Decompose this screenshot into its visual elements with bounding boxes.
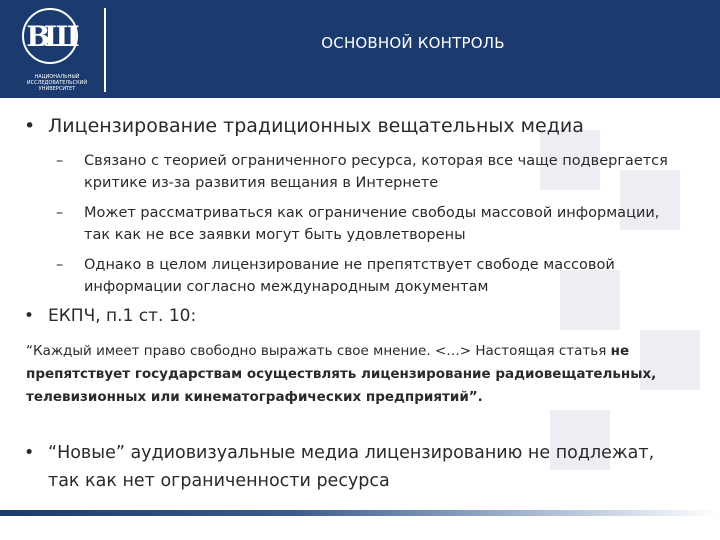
logo-caption: НАЦИОНАЛЬНЫЙ ИССЛЕДОВАТЕЛЬСКИЙ УНИВЕРСИТЕТ xyxy=(26,74,88,92)
subbullet-item xyxy=(56,150,682,194)
bullet-icon: • xyxy=(24,443,35,463)
bullet-text: “Новые” аудиовизуальные медиа лицензированию не подлежат, так как нет ограниченности ресурса xyxy=(48,443,655,491)
bullet-new-media xyxy=(26,439,686,495)
subbullet-item xyxy=(56,202,682,246)
logo-emblem-icon xyxy=(22,8,78,64)
quote-bold-text: не препятствует государствам осуществлять лицензирование радиовещательных, телевизионных или кинематографических предприятий”. xyxy=(26,343,657,405)
dash-icon: – xyxy=(56,257,64,273)
dash-icon: – xyxy=(56,205,64,221)
subbullet-text: Однако в целом лицензирование не препятствует свободе массовой информации согласно международным документам xyxy=(84,257,615,295)
subbullet-text: Связано с теорией ограниченного ресурса, которая все чаще подвергается критике из-за развития вещания в Интернете xyxy=(84,153,668,191)
bullet-icon: • xyxy=(24,115,36,137)
slide-title: ОСНОВНОЙ КОНТРОЛЬ xyxy=(321,34,505,52)
bullet-icon: • xyxy=(24,306,35,326)
bullet-text: Лицензирование традиционных вещательных медиа xyxy=(48,115,584,137)
footer-gradient-line xyxy=(0,510,720,516)
university-logo xyxy=(8,8,100,92)
header-bar xyxy=(0,0,720,98)
bullet-licensing xyxy=(26,115,584,137)
bullet-text: ЕКПЧ, п.1 ст. 10: xyxy=(48,306,197,326)
quote-text: “Каждый имеет право свободно выражать свое мнение. <…> Настоящая статья xyxy=(26,343,611,359)
logo-letters: ВШ xyxy=(26,19,74,53)
bullet-echr xyxy=(26,306,196,326)
subbullet-text: Может рассматриваться как ограничение свободы массовой информации, так как не все заявки могут быть удовлетворены xyxy=(84,205,660,243)
dash-icon: – xyxy=(56,153,64,169)
echr-quote xyxy=(26,340,666,409)
subbullet-item xyxy=(56,254,682,298)
